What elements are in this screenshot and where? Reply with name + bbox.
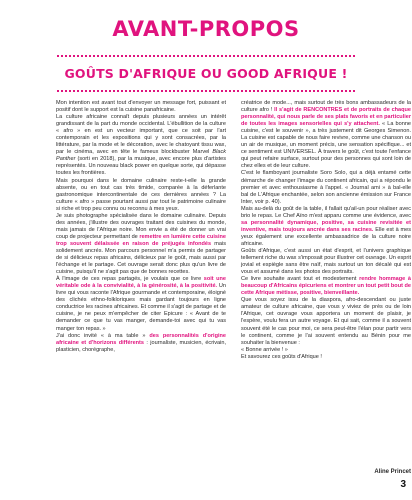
left-text-column xyxy=(56,100,226,354)
paragraph: À l'image de ces repas partagés, je voulais que ce livre soit une véritable ode à la convivialité, à la générosité, à la positivité. Un livre qui vous raconte l'Afrique gourmande et contemporaine, éloigné des clichés ethno-folkloriques mais gardant toujours en ligne conductrice les racines africaines. Et comme il s'agit de partage et de cuisine, je ne peux m'empêcher de citer Epicure : « Avant de te demander ce que tu vas manger, demande-toi avec qui tu vas manger ton repas. » xyxy=(56,276,227,332)
paragraph: Que vous soyez issu de la diaspora, afro-descendant ou juste amateur de culture africaine, que vous y viviez de près ou de loin l'Afrique, cet ouvrage vous apportera un moment de plaisir, je l'espère, voulu fera un autre voyage. Et qui sait, comme il a souvent souvent été le cas pour moi, ce sera peut-être l'élan pour partir vers le continent, comme je l'ai souvent entendu au Bénin pour me souhaiter la bienvenue : xyxy=(241,297,411,346)
highlight-text: Il s'agit de RENCONTRES et de portraits de chaque personnalité, qui nous parle de ses plats favoris et en particulier de toutes les images sensorielles qui s'y attachent. xyxy=(241,107,412,128)
paragraph: créatrice de mode..., mais surtout de très bons ambassadeurs de la culture afro ! Il s'agit de RENCONTRES et de portraits de chaque personnalité, qui nous parle de ses plats favoris et en particulier de toutes les images sensorielles qui s'y attachent. « La bonne cuisine, c'est le souvenir », a très justement dit Georges Simenon. La cuisine est capable de nous faire revivre, comme une chanson ou un air de musique, un moment précis, une sensation spécifique... et ce sentiment est UNIVERSEL. À travers le goût, c'est toute l'enfance qui peut refaire surface, surtout pour des personnes qui sont loin de chez elles et de leur culture. xyxy=(241,100,412,170)
paragraph: Ce livre souhaite avant tout et modestement rendre hommage à beaucoup d'Africains épicuriens et montrer un tout petit bout de cette Afrique métisse, positive, bienveillante. xyxy=(241,276,411,297)
right-text-column xyxy=(241,100,411,361)
paragraph: « Bonne arrivée ! » xyxy=(241,346,288,353)
paragraph: Mais au-delà du goût de la table, il fallait qu'ail-un pour réaliser avec brio le repas. Le Chef Aïno m'est apparu comme une évidence, avec sa personnalité dynamique, positive, sa cuisine revisitée et inventive, mais toujours ancrée dans ses racines. Elle est à mes yeux également une excellente ambassadrice de la culture noire africaine. xyxy=(241,205,411,247)
highlight-text: des personnalités d'origine africaine et d'horizons différents xyxy=(56,332,226,346)
paragraph: Mais pourquoi dans le domaine culinaire reste-t-elle la grande absente, ou en tout cas très timide, comparée à la déferlante gastronomique intercontinentale de ces dernières années ? La culture « afro » passe pourtant aussi par tout le patrimoine culinaire si riche et trop peu connu ou reconnu à mes yeux. xyxy=(56,177,226,212)
page-title: AVANT-PROPOS xyxy=(112,17,300,41)
paragraph: Goûts d'Afrique, c'est aussi un état d'esprit, et l'univers graphique tellement riche du wax s'imposait pour illustrer cet ouvrage. Un esprit jovial et espiègle sans être naïf, mais surtout un ton décalé qui est vous et assumé dans les photos des portraits. xyxy=(241,247,411,276)
dotted-divider-bottom xyxy=(57,90,355,92)
paragraph: Mon intention est avant tout d'envoyer un message fort, puissant et positif dont le support est la cuisine panafricaine. xyxy=(56,100,226,114)
paragraph: La culture africaine connaît depuis plusieurs années un intérêt grandissant de la part du monde occidental. L'ébullition de la culture « afro » en est un vecteur important, que ce soit par l'art contemporain et les expositions qui y sont consacrées, par la littérature, par la mode et le décoration, avec le chatoyant tissu wax, par le cinéma, avec en tête le fameux blockbuster Marvel Black Panther (sorti en 2018), par la musique, avec encore plus d'artistes représentés. Un nouveau black power en quelque sorte, qui dépasse toutes les frontières. xyxy=(56,114,226,177)
paragraph: C'est le flamboyant journaliste Soro Solo, qui a déjà entamé cette démarche de changer l'image du continent africain, qui a répondu le premier et avec enthousiasme à l'appel. « Journal ami » à bal-elle bal de L'Afrique enchantée, selon son ancienne émission sur France Inter, voir p. 40). xyxy=(241,170,411,205)
paragraph: J'ai donc invité « à ma table » des personnalités d'origine africaine et d'horizons différents : journaliste, musicien, écrivain, plasticien, chorégraphe, xyxy=(56,332,226,353)
highlight-text: rendre hommage à beaucoup d'Africains épicuriens et montrer un tout petit bout de cette Afrique métisse, positive, bienveillante. xyxy=(241,276,411,297)
highlight-text: remettre en lumière cette cuisine trop souvent délaissée en raison de préjugés infondés xyxy=(56,233,226,247)
page-number: 3 xyxy=(400,479,406,490)
section-subtitle: GOÛTS D'AFRIQUE OU GOOD AFRIQUE ! xyxy=(64,66,348,81)
paragraph: Et savourez ces goûts d'Afrique ! xyxy=(241,353,322,360)
author-signature: Aline Princet xyxy=(374,469,411,475)
highlight-text: sa personnalité dynamique, positive, sa cuisine revisitée et inventive, mais toujours ancrée dans ses racines. xyxy=(241,219,411,233)
dotted-divider-top xyxy=(57,55,355,57)
highlight-text: soit une véritable ode à la convivialité, à la générosité, à la positivité. xyxy=(56,276,226,290)
paragraph: Je suis photographe spécialisée dans le domaine culinaire. Depuis des années, j'illustre des ouvrages traitant des cuisines du monde, mais jamais de l'Afrique noire. Mon envie a été de donner un vrai coup de projecteur permettant de remettre en lumière cette cuisine trop souvent délaissée en raison de préjugés infondés mais solidement ancrés. Mon parcours personnel m'a permis de partager de si délicieux repas africains, délicieux par le goût, mais aussi par l'échange et le partage. Cet ouvrage serait donc plus qu'un livre de cuisine, puisqu'il ne s'agit pas que de bonnes recettes. xyxy=(56,212,226,276)
